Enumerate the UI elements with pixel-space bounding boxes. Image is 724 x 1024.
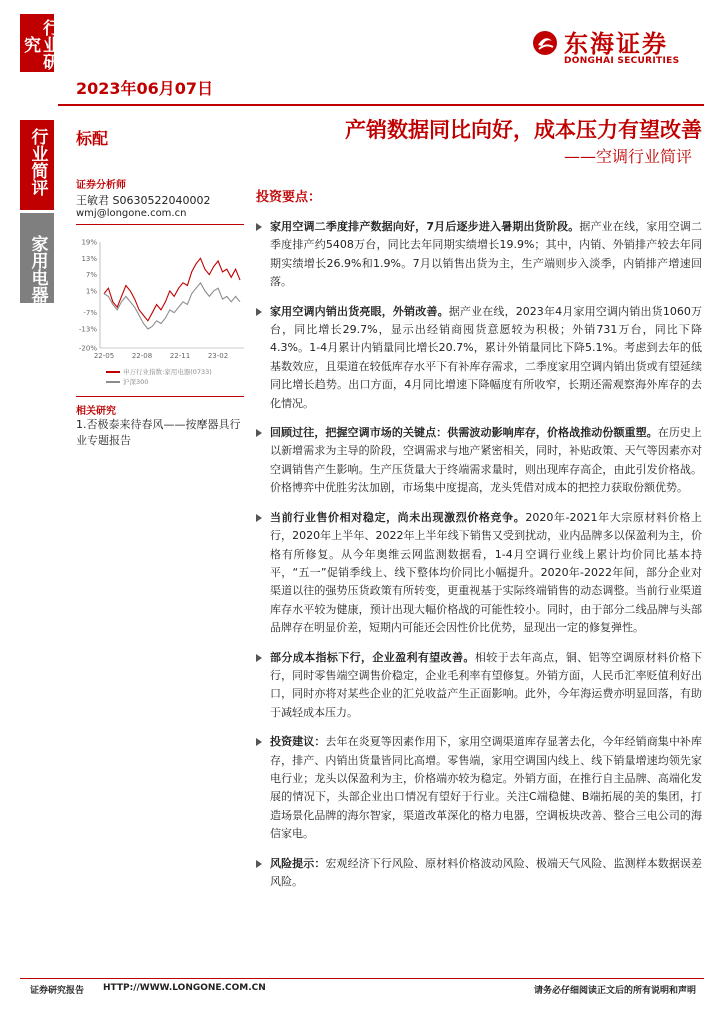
key-point-body: 在历史上以新增需求为主导的阶段，空调需求与地产紧密相关，同时，补贴政策、天气等因素亦对空调销售产生影响。生产压货量大于终端需求量时，则出现库存高企，由此引发价格战。价格博弈中优胜劣汰加剧，市场集中度提高，龙头凭借对成本的把控力获取份额优势。 xyxy=(270,426,703,495)
footer-rule xyxy=(20,978,704,979)
side-industry-label: 家用电器 xyxy=(20,213,54,303)
industry-rating: 标配 xyxy=(76,129,109,148)
brand-logo xyxy=(532,22,712,72)
legend-swatch-hs300 xyxy=(106,381,120,383)
analyst-heading: 证券分析师 xyxy=(76,180,126,191)
report-title: 产销数据同比向好，成本压力有望改善 xyxy=(345,118,702,142)
legend-item-hs300: 沪深300 xyxy=(106,377,148,386)
y-tick-label: -13% xyxy=(78,325,97,334)
key-point-item xyxy=(256,303,702,413)
footer-disclaimer: 请务必仔细阅读正文后的所有说明和声明 xyxy=(533,986,696,996)
key-point-lead: 投资建议： xyxy=(270,735,326,749)
key-point-lead: 家用空调内销出货亮眼，外销改善。 xyxy=(270,304,449,318)
key-point-body: 宏观经济下行风险、原材料价格波动风险、极端天气风险、监测样本数据误差风险。 xyxy=(270,856,703,888)
x-tick-label: 22-05 xyxy=(93,352,115,360)
key-points-heading: 投资要点： xyxy=(256,190,322,205)
analyst-rule xyxy=(76,224,244,225)
y-tick-label: 13% xyxy=(81,254,97,263)
brand-name-cn: 东海证券 xyxy=(564,30,668,58)
key-point-body: 2020年-2021年大宗原材料价格上行，2020年上半年、2022年上半年线下销售又受到扰动，业内品牌多以保盈利为主，价格有所修复。从今年奥维云网监测数据看，1-4月空调行业线上累计均价同比基本持平，“五一”促销季线上、线下整体均价同比小幅提升。2020年-2022年间，部分企业对渠道以往的强势压货政策有所转变，更重视基于实际终端销售的动态调整。当前行业渠道库存水平较为健康，预计出现大幅价格战的可能性较小。同时，由于部分二线品牌与头部品牌存在明显价差，短期内可能还会因性价比优势，显现出一定的修复弹性。 xyxy=(270,510,702,635)
header-rule xyxy=(58,104,704,106)
key-point-item xyxy=(256,424,702,498)
related-heading: 相关研究 xyxy=(76,406,116,417)
key-point-lead: 风险提示： xyxy=(270,856,326,870)
key-point-body: 去年在炎夏等因素作用下，家用空调渠道库存显著去化，今年经销商集中补库存，排产、内销出货量皆同比高增。零售端，家用空调国内线上、线下销量增速均领先家电行业；龙头以保盈利为主，价格端亦较为稳定。外销方面，在推行自主品牌、高端化发展的情况下，头部企业出口情况有望好于行业。关注C端稳健、B端拓展的美的集团，打造场景化品牌的海尔智家，渠道改革深化的格力电器，空调板块改善、整合三电公司的海信家电。 xyxy=(270,735,703,841)
legend-swatch-industry xyxy=(106,371,120,373)
key-point-body: 据产业在线，2023年4月家用空调内销出货1060万台，同比增长29.7%，显示出经销商囤货意愿较为积极；外销731万台，同比下降4.3%。1-4月累计内销量同比增长20.7%，累计外销量同比下降5.1%。考虑到去年的低基数效应，且渠道在较低库存水平下有补库存需求，二季度家用空调内销出货或有望延续同比增长趋势。出口方面，4月同比增速下降幅度有所收窄，长期还需观察海外库存的去化情况。 xyxy=(270,304,702,410)
related-item[interactable]: 1.否极泰来待春风——按摩器具行业专题报告 xyxy=(76,418,241,447)
key-point-item xyxy=(256,733,702,843)
y-tick-label: 7% xyxy=(85,271,97,280)
key-point-lead: 当前行业售价相对稳定，尚未出现激烈价格竞争。 xyxy=(270,510,526,524)
x-tick-label: 23-02 xyxy=(207,352,229,360)
key-point-lead: 家用空调二季度排产数据向好，7月后逐步进入暑期出货阶段。 xyxy=(270,220,580,233)
footer-left: 证券研究报告 xyxy=(30,986,85,996)
report-date: 2023年06月07日 xyxy=(76,79,214,98)
side-section-label: 行业简评 xyxy=(20,120,54,210)
analyst-email: wmj@longone.com.cn xyxy=(76,208,187,219)
side-top-label: 行业研究 xyxy=(20,14,54,72)
key-point-item xyxy=(256,218,702,292)
key-point-item xyxy=(256,509,702,638)
y-tick-label: -20% xyxy=(78,344,97,353)
y-tick-label: 1% xyxy=(85,287,97,296)
y-tick-label: 19% xyxy=(81,238,97,247)
key-point-body: 据产业在线，家用空调二季度排产约5408万台，同比去年同期实绩增长19.9%；其中，内销、外销排产较去年同期实绩增长26.9%和1.9%。7月以销售出货为主，生产端则步入淡季，内销排产增速回落。 xyxy=(270,220,702,289)
key-point-lead: 回顾过往，把握空调市场的关键点：供需波动影响库存，价格战推动份额重塑。 xyxy=(270,426,658,440)
key-point-item xyxy=(256,649,702,723)
analyst-name: 王敏君 S0630522040002 xyxy=(76,194,211,207)
donghai-logo-icon xyxy=(532,30,558,56)
report-subtitle: ——空调行业简评 xyxy=(563,147,692,166)
x-tick-label: 22-11 xyxy=(169,352,191,360)
key-point-lead: 部分成本指标下行，企业盈利有望改善。 xyxy=(270,650,475,664)
brand-name-en: DONGHAI SECURITIES xyxy=(564,56,680,66)
key-points-list xyxy=(256,218,702,902)
key-point-item xyxy=(256,855,702,892)
related-rule xyxy=(76,396,244,397)
x-tick-label: 22-08 xyxy=(131,352,153,360)
key-point-body: 相较于去年高点，铜、铝等空调原材料价格下行，同时零售端空调售价稳定，企业毛利率有望修复。外销方面，人民币汇率贬值利好出口，同时亦将对某些企业的汇兑收益产生正面影响。此外，今年海运费亦明显回落，有助于减轻成本压力。 xyxy=(270,650,703,719)
footer-url[interactable]: HTTP://WWW.LONGONE.COM.CN xyxy=(103,983,266,993)
y-tick-label: -7% xyxy=(83,309,97,318)
legend-item-industry: 申万行业指数:家用电器(0733) xyxy=(106,367,212,376)
performance-chart xyxy=(72,232,248,392)
